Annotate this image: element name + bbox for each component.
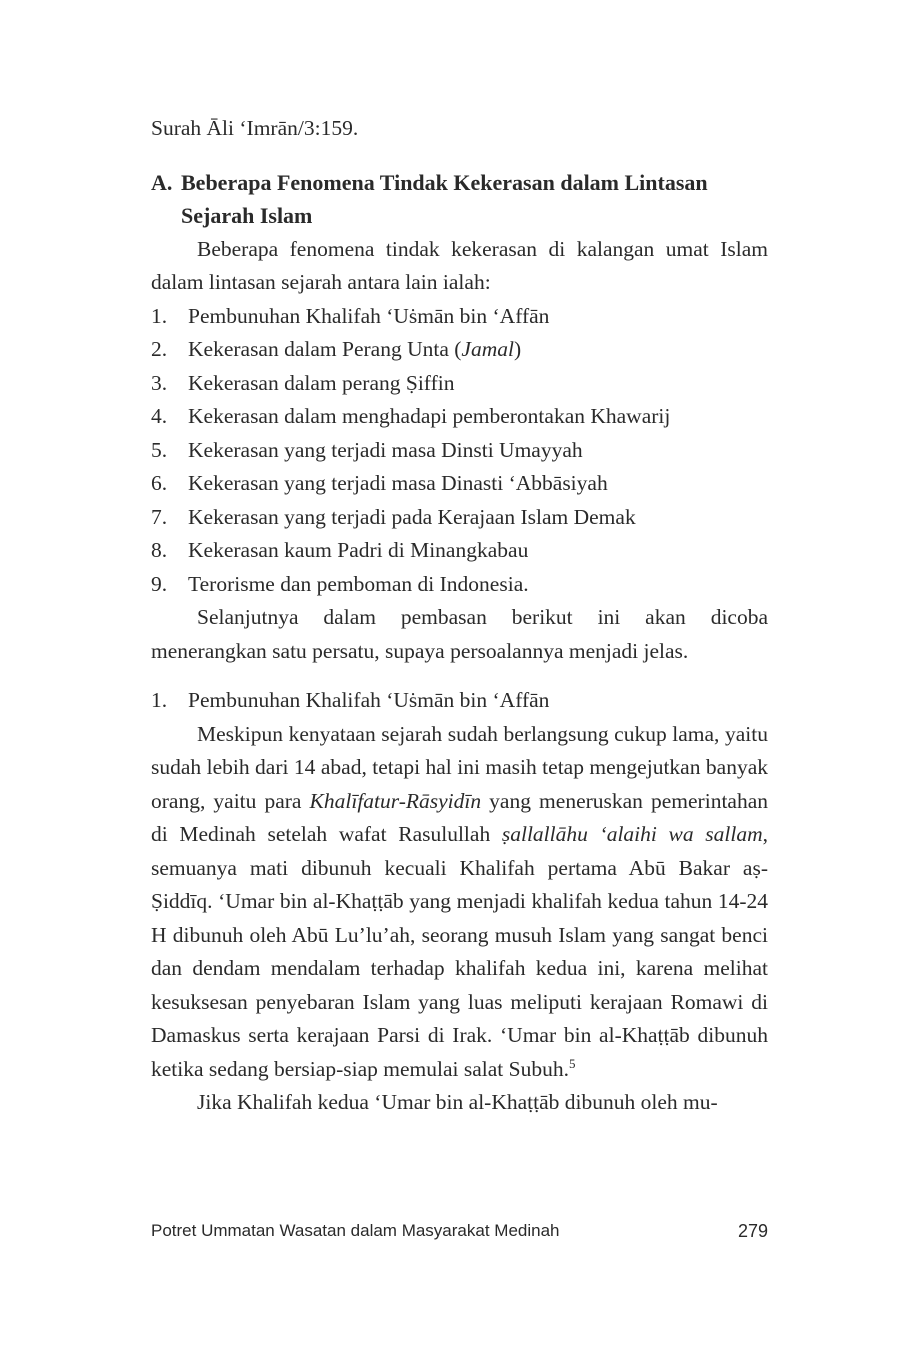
subsection-title: Pembunuhan Khalifah ‘Uṡmān bin ‘Affān bbox=[188, 688, 550, 712]
subsection-heading bbox=[151, 684, 768, 718]
book-title: Potret Ummatan Wasatan dalam Masyarakat Medinah bbox=[151, 1221, 560, 1240]
list-item: 3. Kekerasan dalam perang Ṣiffin bbox=[151, 370, 455, 395]
list-item: 2. Kekerasan dalam Perang Unta (Jamal) bbox=[151, 337, 522, 361]
body-paragraph: Meskipun kenyataan sejarah sudah berlangsung cukup lama, yaitu sudah lebih dari 14 abad, tetapi hal ini masih tetap mengejutkan banyak orang, yaitu para Khalīfatur-Rāsyidīn yang meneruskan pemerintahan di Medinah setelah wafat Rasulullah ṣallallāhu ‘alaihi wa sallam, semuanya mati dibunuh kecuali Khalifah pertama Abū Bakar aṣ-Ṣiddīq. ‘Umar bin al-Khaṭṭāb yang menjadi khalifah kedua tahun 14-24 H dibunuh oleh Abū Lu’lu’ah, seorang musuh Islam yang sangat benci dan dendam mendalam terhadap khalifah kedua ini, karena melihat kesuksesan penyebaran Islam yang luas meliputi kerajaan Romawi di Damaskus serta kerajaan Parsi di Irak. ‘Umar bin al-Khaṭṭāb dibunuh ketika sedang bersiap-siap memulai salat Subuh.$^5$ bbox=[151, 721, 768, 1081]
list-item: 8. Kekerasan kaum Padri di Minangkabau bbox=[151, 538, 529, 562]
list-item: 5. Kekerasan yang terjadi masa Dinsti Umayyah bbox=[151, 437, 583, 462]
subsection-number: 1. bbox=[151, 688, 168, 712]
transition-paragraph: Selanjutnya dalam pembasan berikut ini akan dicoba menerangkan satu persatu, supaya persoalannya menjadi jelas. bbox=[151, 605, 768, 663]
list-item: 4. Kekerasan dalam menghadapi pemberontakan Khawarij bbox=[151, 404, 671, 428]
list-item: 6. Kekerasan yang terjadi masa Dinasti ‘Abbāsiyah bbox=[151, 471, 608, 495]
section-number: A. bbox=[151, 169, 173, 195]
list-item: 1. Pembunuhan Khalifah ‘Uṡmān bin ‘Affān bbox=[151, 303, 550, 328]
list-item: 7. Kekerasan yang terjadi pada Kerajaan Islam Demak bbox=[151, 504, 636, 529]
violence-list bbox=[151, 300, 768, 602]
continuation-line: Jika Khalifah kedua ‘Umar bin al-Khaṭṭāb dibunuh oleh mu- bbox=[197, 1090, 718, 1114]
page-number: 279 bbox=[737, 1221, 768, 1241]
section-heading bbox=[151, 166, 768, 233]
intro-paragraph: Beberapa fenomena tindak kekerasan di kalangan umat Islam dalam lintasan sejarah antara lain ialah: bbox=[151, 236, 768, 294]
footnote-marker: 5 bbox=[568, 1055, 576, 1071]
intro-line: Surah Āli ‘Imrān/3:159. bbox=[151, 116, 359, 140]
list-item: 9. Terorisme dan pemboman di Indonesia. bbox=[151, 571, 529, 596]
page-body bbox=[151, 112, 768, 1120]
page-footer bbox=[151, 1221, 768, 1242]
section-title: Beberapa Fenomena Tindak Kekerasan dalam Lintasan Sejarah Islam bbox=[181, 169, 708, 228]
